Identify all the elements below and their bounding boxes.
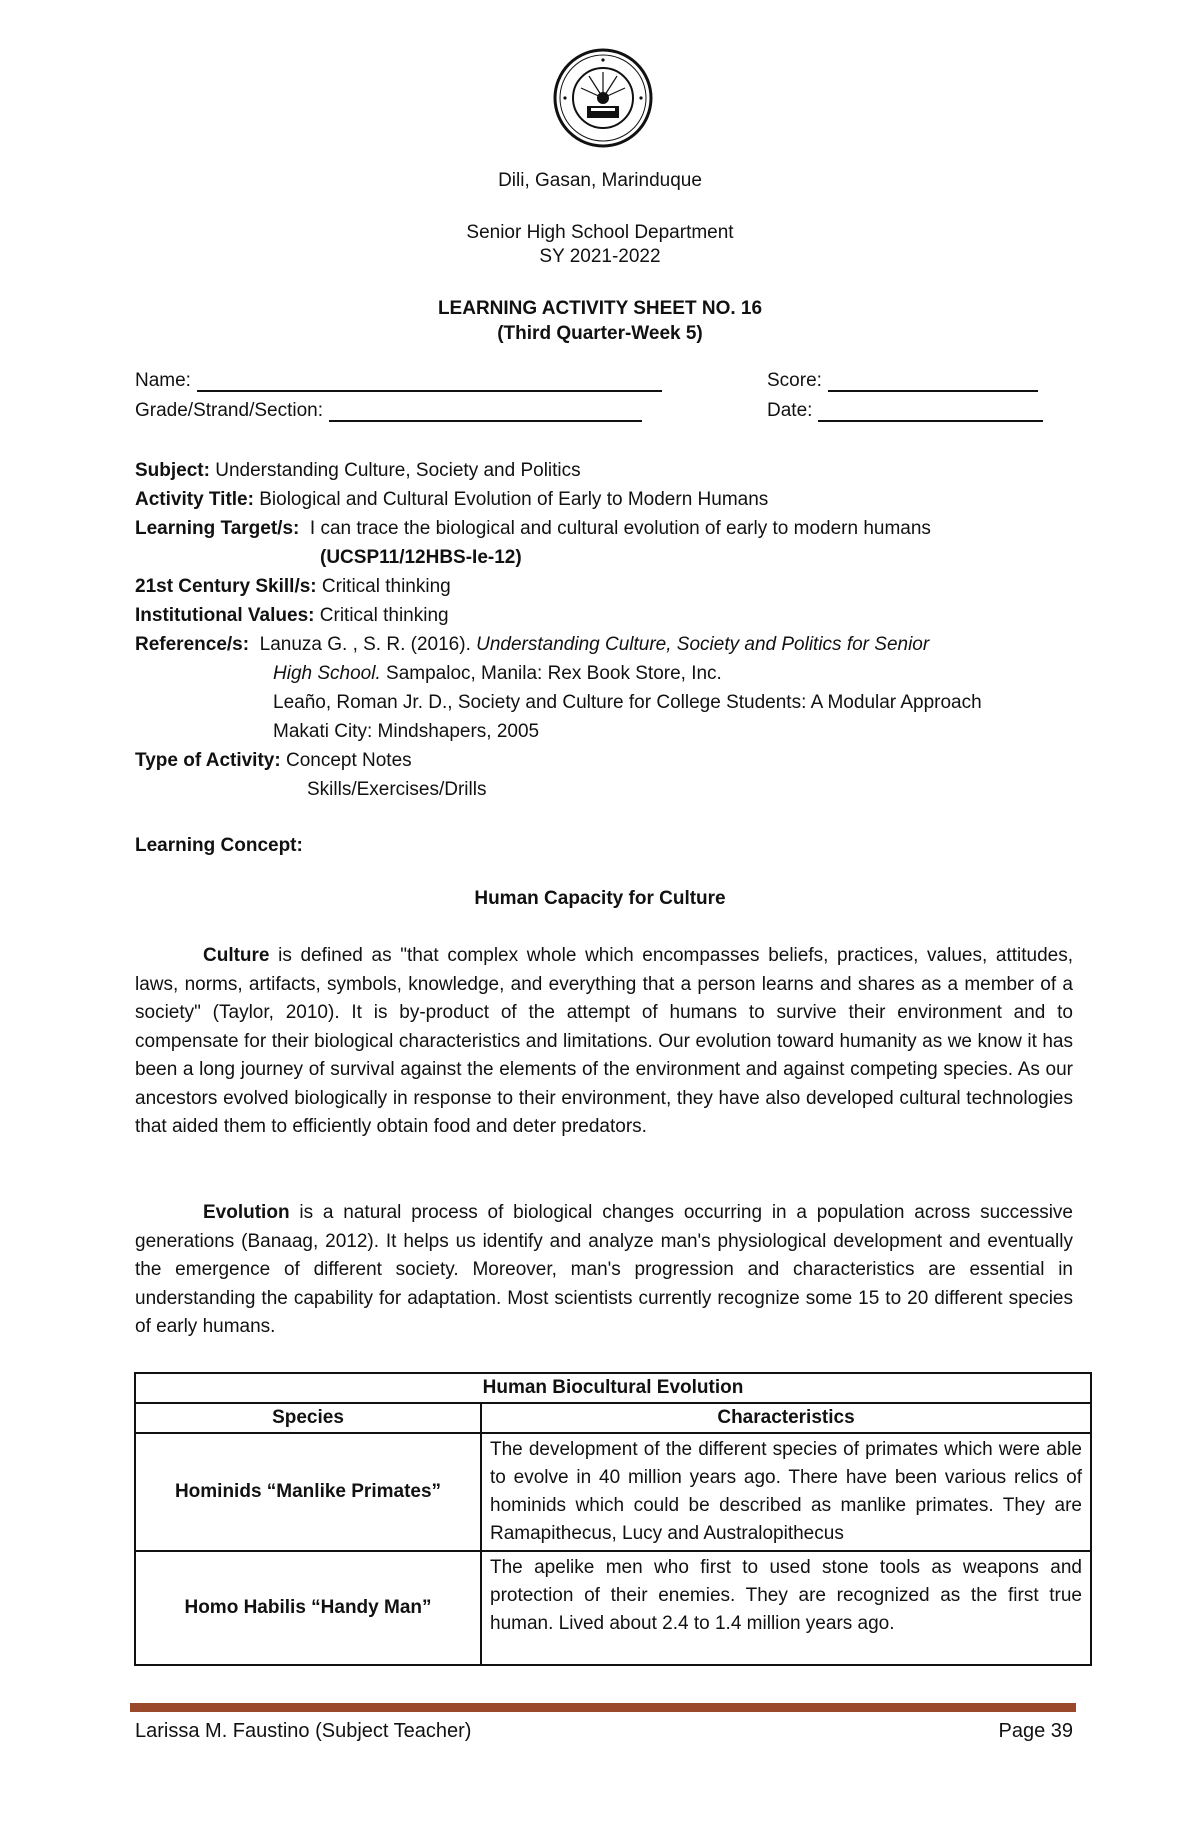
values-value: Critical thinking	[319, 605, 449, 626]
learning-target-code: (UCSP11/12HBS-Ie-12)	[320, 547, 522, 568]
ref1-publisher: Sampaloc, Manila: Rex Book Store, Inc.	[386, 663, 722, 684]
footer-page-number: Page 39	[998, 1720, 1073, 1742]
learning-concept-label: Learning Concept:	[135, 835, 303, 856]
table-row	[135, 1551, 1091, 1665]
grade-label: Grade/Strand/Section:	[135, 400, 323, 421]
ref2-publisher: Makati City: Mindshapers, 2005	[273, 721, 540, 742]
species-cell: Homo Habilis “Handy Man”	[135, 1551, 481, 1665]
school-year: SY 2021-2022	[539, 246, 661, 267]
reference-label: Reference/s:	[135, 634, 250, 655]
biocultural-evolution-table	[134, 1372, 1092, 1666]
characteristics-cell: The apelike men who first to used stone tools as weapons and protection of their enemies. They are recognized as the first true human. Lived about 2.4 to 1.4 million years ago.	[481, 1551, 1091, 1665]
grade-field	[135, 400, 642, 422]
col-characteristics-header: Characteristics	[481, 1403, 1091, 1433]
name-field	[135, 370, 662, 392]
score-field	[767, 370, 1038, 392]
school-seal-logo	[553, 48, 653, 148]
paragraph-evolution-text: is a natural process of biological changes occurring in a population across successive generations (Banaag, 2012). It helps us identify and analyze man's physiological development and eventually the emergence of different society. Moreover, man's progression and characteristics are essential in understanding the capability for adaptation. Most scientists currently recognize some 15 to 20 different species of early humans.	[135, 1202, 1073, 1337]
learning-target-value: I can trace the biological and cultural evolution of early to modern humans	[309, 518, 931, 539]
activity-title-label: Activity Title:	[135, 489, 254, 510]
date-blank[interactable]	[818, 400, 1043, 422]
paragraph-culture	[135, 942, 1073, 1142]
sheet-title: LEARNING ACTIVITY SHEET NO. 16	[437, 298, 763, 319]
grade-blank[interactable]	[329, 400, 642, 422]
table-row	[135, 1433, 1091, 1551]
type-label: Type of Activity:	[135, 750, 281, 771]
concept-heading: Human Capacity for Culture	[474, 888, 726, 909]
table-title: Human Biocultural Evolution	[135, 1373, 1091, 1403]
skills-value: Critical thinking	[321, 576, 451, 597]
ref1-title-end: High School.	[273, 663, 381, 684]
name-blank[interactable]	[197, 370, 662, 392]
date-field	[767, 400, 1043, 422]
activity-title-value: Biological and Cultural Evolution of Early to Modern Humans	[259, 489, 769, 510]
ref1-author: Lanuza G. , S. R. (2016).	[259, 634, 471, 655]
subject-label: Subject:	[135, 460, 210, 481]
ref2-title: Leaño, Roman Jr. D., Society and Culture for College Students: A Modular Approach	[273, 692, 982, 713]
paragraph-culture-text: is defined as "that complex whole which encompasses beliefs, practices, values, attitudes, laws, norms, artifacts, symbols, knowledge, and everything that a person learns and shares as a member of a society" (Taylor, 2010). It is by-product of the attempt of humans to survive their environment and to compensate for their biological characteristics and limitations. Our evolution toward humanity as we know it has been a long journey of survival against the elements of the environment and against competing species. As our ancestors evolved biologically in response to their environment, they have also developed cultural technologies that aided them to efficiently obtain food and deter predators.	[135, 945, 1073, 1137]
subject-value: Understanding Culture, Society and Politics	[215, 460, 581, 481]
footer-divider	[130, 1703, 1076, 1712]
type-value-1: Concept Notes	[285, 750, 412, 771]
type-value-2: Skills/Exercises/Drills	[307, 779, 487, 800]
characteristics-cell: The development of the different species of primates which were able to evolve in 40 million years ago. There have been various relics of hominids which could be described as manlike primates. They are Ramapithecus, Lucy and Australopithecus	[481, 1433, 1091, 1551]
activity-info	[135, 456, 1095, 860]
learning-target-label: Learning Target/s:	[135, 518, 300, 539]
term-evolution: Evolution	[203, 1202, 290, 1223]
score-blank[interactable]	[828, 370, 1038, 392]
col-species-header: Species	[135, 1403, 481, 1433]
term-culture: Culture	[203, 945, 270, 966]
school-address: Dili, Gasan, Marinduque	[498, 170, 702, 191]
footer-teacher: Larissa M. Faustino (Subject Teacher)	[135, 1720, 472, 1742]
paragraph-evolution	[135, 1199, 1073, 1342]
department-name: Senior High School Department	[466, 222, 734, 243]
values-label: Institutional Values:	[135, 605, 315, 626]
species-cell: Hominids “Manlike Primates”	[135, 1433, 481, 1551]
sheet-subtitle: (Third Quarter-Week 5)	[497, 323, 703, 344]
ref1-title: Understanding Culture, Society and Politics for Senior	[476, 634, 930, 655]
name-label: Name:	[135, 370, 191, 391]
skills-label: 21st Century Skill/s:	[135, 576, 317, 597]
score-label: Score:	[767, 370, 822, 391]
date-label: Date:	[767, 400, 813, 421]
